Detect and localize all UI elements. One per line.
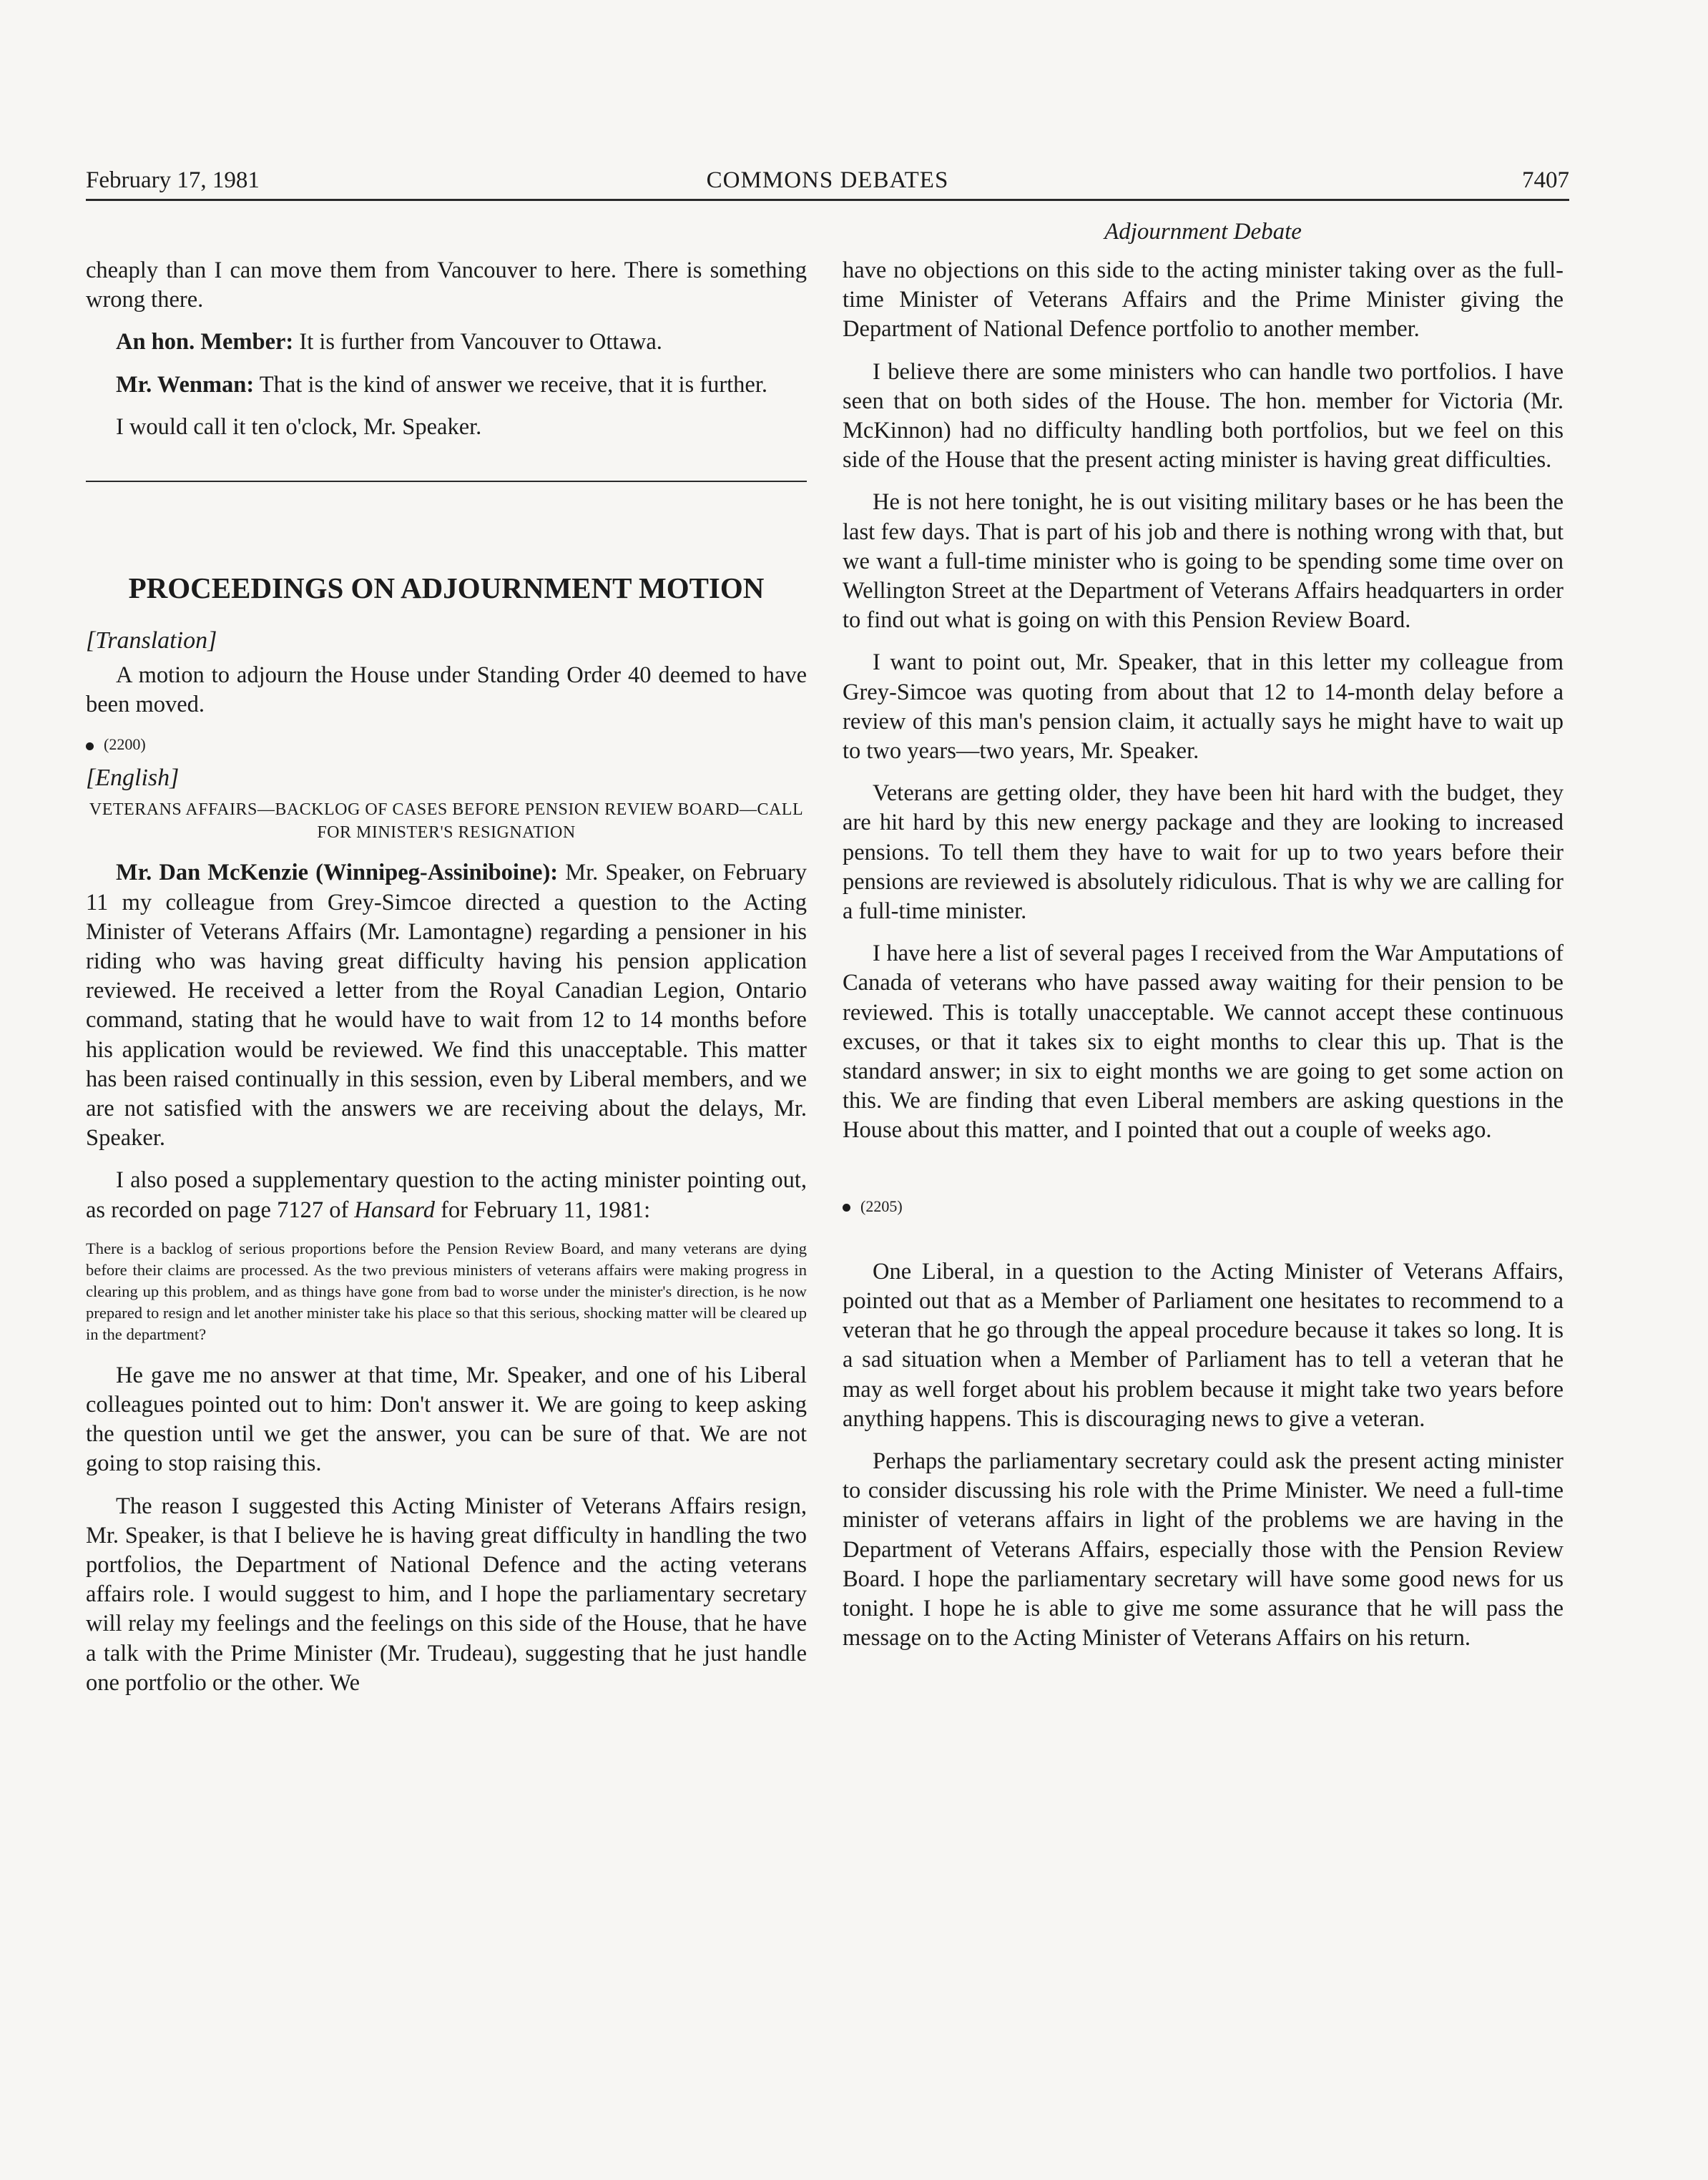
left-column [86,256,807,1711]
speaker-name: Mr. Wenman: [116,371,255,398]
header-date: February 17, 1981 [86,167,260,193]
section-divider [86,481,807,482]
paragraph: have no objections on this side to the acting minister taking over as the full-time Minister of Veterans Affairs and the Prime Minister giving the Department of National Defence portfolio to another member. [843,257,1564,343]
header-rule [86,199,1569,201]
speech-text: for February 11, 1981: [434,1197,651,1223]
paragraph: Perhaps the parliamentary secretary could ask the present acting minister to consider discussing his role with the Prime Minister. We need a full-time minister of veterans affairs in light of the problems we are having in the Department of Veterans Affairs, especially those with the Pension Review Board. I hope the parliamentary secretary will have some good news for us tonight. I hope he is able to give me some assurance that he will pass the message on to the Acting Minister of Veterans Affairs on his return. [843,1448,1564,1651]
debate-subheading: VETERANS AFFAIRS—BACKLOG OF CASES BEFORE PENSION REVIEW BOARD—CALL FOR MINISTER'S RESIGNATION [89,800,804,843]
paragraph: He is not here tonight, he is out visiting military bases or he has been the last few days. That is part of his job and there is nothing wrong with that, but we want a full-time minister who is going to be spending some time over on Wellington Street at the Department of Veterans Affairs headquarters in order to find out what is going on with this Pension Review Board. [843,489,1564,634]
paragraph: Veterans are getting older, they have been hit hard with the budget, they are hit hard by this new energy package and they are looking to increased pensions. To tell them they have to wait for up to two years before their pensions are reviewed is absolutely ridiculous. That is why we are calling for a full-time minister. [843,780,1564,925]
header-page-number: 7407 [1522,167,1569,193]
paragraph: The reason I suggested this Acting Minister of Veterans Affairs resign, Mr. Speaker, is that I believe he is having great difficulty in handling the two portfolios, the Department of National Defence and the acting veterans affairs role. I would suggest to him, and I hope the parliamentary secretary will relay my feelings and the feelings on this side of the House, that he have a talk with the Prime Minister (Mr. Trudeau), suggesting that he just handle one portfolio or the other. We [86,1493,807,1696]
page-header [86,163,1569,197]
right-column [843,256,1564,1666]
speaker-name: Mr. Dan McKenzie (Winnipeg-Assiniboine): [116,860,559,886]
language-marker: [English] [86,765,180,792]
speech-text: That is the kind of answer we receive, that it is further. [254,371,768,398]
paragraph [86,328,807,357]
running-head: Adjournment Debate [1104,219,1302,245]
paragraph: He gave me no answer at that time, Mr. Speaker, and one of his Liberal colleagues pointed out to him: Don't answer it. We are going to keep asking the question until we get the answer, you can be sure of that. We are not going to stop raising this. [86,1362,807,1477]
time-marker [843,1196,1564,1217]
paragraph [86,858,807,1153]
header-publication-title: COMMONS DEBATES [706,167,949,193]
speech-text: Mr. Speaker, on February 11 my colleague from Grey-Simcoe directed a question to the Acting Minister of Veterans Affairs (Mr. Lamontagne) regarding a pensioner in his riding who was having great difficulty having his pension application reviewed. He received a letter from the Royal Canadian Legion, Ontario command, stating that he would have to wait from 12 to 14 months before his application would be reviewed. We find this unacceptable. This matter has been raised continually in this session, even by Liberal members, and we are not satisfied with the answers we are receiving about the delays, Mr. Speaker. [86,860,807,1152]
document-page [86,163,1569,2137]
block-quote: There is a backlog of serious proportions before the Pension Review Board, and many veterans are dying before their claims are processed. As the two previous ministers of veterans affairs were making progress in clearing up this problem, and as things have gone from bad to worse under the minister's direction, is he now prepared to resign and let another minister take his place so that this serious, shocking matter will be cleared up in the department? [86,1239,807,1343]
paragraph: I would call it ten o'clock, Mr. Speaker. [116,413,482,440]
paragraph [86,370,807,400]
speech-text: It is further from Vancouver to Ottawa. [293,329,662,355]
paragraph: I want to point out, Mr. Speaker, that in this letter my colleague from Grey-Simcoe was quoting from about that 12 to 14-month delay before a review of this man's pension claim, it actually says he might have to wait up to two years—two years, Mr. Speaker. [843,649,1564,765]
bullet-icon [86,742,94,750]
paragraph [86,1166,807,1224]
italic-text: Hansard [354,1197,435,1223]
time-stamp: (2205) [860,1197,903,1215]
paragraph: cheaply than I can move them from Vancouver to here. There is something wrong there. [86,257,807,313]
bullet-icon [843,1204,850,1212]
time-marker [86,734,807,755]
language-marker: [Translation] [86,627,217,654]
section-title: PROCEEDINGS ON ADJOURNMENT MOTION [128,571,765,605]
paragraph: I believe there are some ministers who can handle two portfolios. I have seen that on both sides of the House. The hon. member for Victoria (Mr. McKinnon) had no difficulty handling both portfolios, but we feel on this side of the House that the present acting minister is having great difficulties. [843,358,1564,473]
paragraph: A motion to adjourn the House under Standing Order 40 deemed to have been moved. [86,662,807,718]
speech-text: I also posed a supplementary question to the acting minister pointing out, as recorded on page 7127 of [86,1167,807,1223]
paragraph: I have here a list of several pages I received from the War Amputations of Canada of veterans who have passed away waiting for their pension to be reviewed. This is totally unacceptable. We cannot accept these continuous excuses, or that it takes six to eight months to clear this up. That is the standard answer; in six to eight months we are going to get some action on this. We are finding that even Liberal members are asking questions in the House about this matter, and I pointed that out a couple of weeks ago. [843,941,1564,1144]
paragraph: One Liberal, in a question to the Acting Minister of Veterans Affairs, pointed out that as a Member of Parliament one hesitates to recommend to a veteran that he go through the appeal procedure because it takes so long. It is a sad situation when a Member of Parliament has to tell a veteran that he may as well forget about his problem because it might take two years before anything happens. This is discouraging news to give a veteran. [843,1258,1564,1432]
speaker-name: An hon. Member: [116,329,294,355]
time-stamp: (2200) [104,735,146,754]
